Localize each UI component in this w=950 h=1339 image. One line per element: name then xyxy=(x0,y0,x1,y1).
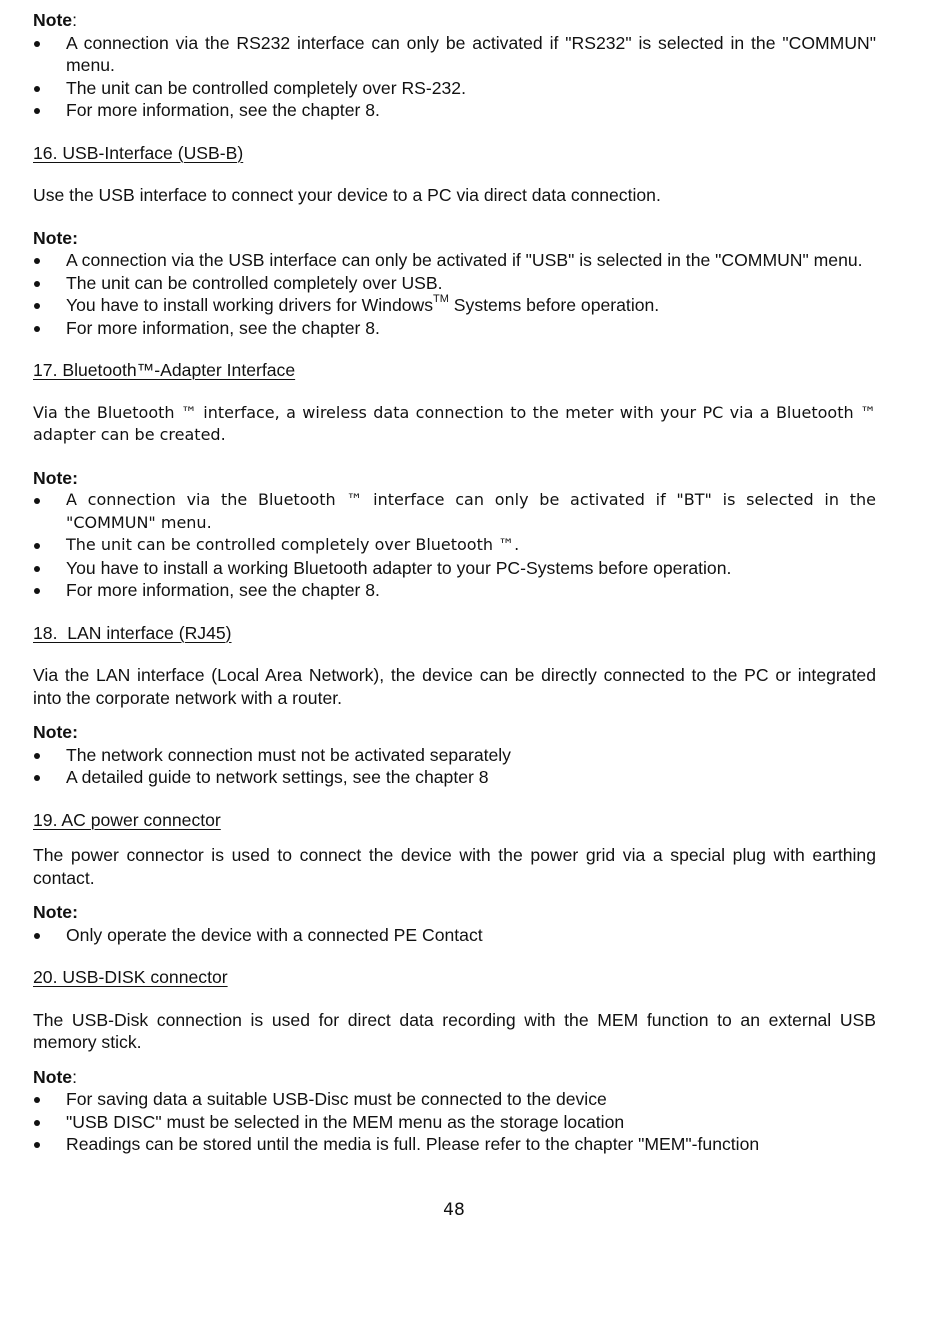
list-item-text: "USB DISC" must be selected in the MEM menu as the storage location xyxy=(66,1111,625,1132)
section-body: Use the USB interface to connect your device to a PC via direct data connection. xyxy=(33,185,661,205)
list-item-text: The unit can be controlled completely over RS-232. xyxy=(66,77,466,98)
bullet-icon xyxy=(34,281,40,287)
list-item xyxy=(33,1111,876,1134)
list-item-text: A detailed guide to network settings, see the chapter 8 xyxy=(66,767,489,787)
section-heading: 18. LAN interface (RJ45) xyxy=(33,622,232,643)
note-label: Note: xyxy=(33,227,78,248)
bullet-icon xyxy=(34,498,40,504)
page-number: 48 xyxy=(443,1200,465,1220)
note-list xyxy=(33,32,876,122)
list-item-text: For more information, see the chapter 8. xyxy=(66,580,380,600)
list-item-text: You have to install working drivers for Windows xyxy=(66,295,434,315)
list-item xyxy=(33,1088,876,1111)
list-item-text: For saving data a suitable USB-Disc must be connected to the device xyxy=(66,1089,607,1109)
list-item xyxy=(33,744,876,767)
manual-page xyxy=(33,9,876,1156)
trademark-superscript: TM xyxy=(433,293,449,306)
list-item-text: For more information, see the chapter 8. xyxy=(66,317,380,338)
list-item-text: The unit can be controlled completely over USB. xyxy=(66,272,443,293)
list-item-text: A connection via the RS232 interface can only be activated if "RS232" is selected in the "COMMUN" menu. xyxy=(66,32,876,75)
note-list xyxy=(33,249,876,339)
list-item xyxy=(33,249,876,272)
bullet-icon xyxy=(34,933,40,939)
list-item xyxy=(33,272,876,295)
note-label: Note xyxy=(33,10,73,30)
note-list xyxy=(33,1088,876,1156)
list-item-text: Only operate the device with a connected PE Contact xyxy=(66,924,483,945)
list-item-text: The unit can be controlled completely over Bluetooth ™. xyxy=(66,535,520,554)
section-body: Via the LAN interface (Local Area Network), the device can be directly connected to the PC or integrated into the corporate network with a router. xyxy=(33,665,876,708)
note-colon: : xyxy=(72,1066,77,1087)
list-item xyxy=(33,579,876,602)
list-item xyxy=(33,77,876,100)
section-heading: 17. Bluetooth™-Adapter Interface xyxy=(33,360,296,380)
list-item xyxy=(33,1133,876,1156)
list-item xyxy=(33,32,876,77)
list-item xyxy=(33,99,876,122)
note-label: Note: xyxy=(33,722,78,742)
note-label: Note: xyxy=(33,467,78,488)
list-item-text: The network connection must not be activated separately xyxy=(66,744,511,765)
bullet-icon xyxy=(34,303,40,309)
section-body: The USB-Disk connection is used for direct data recording with the MEM function to an external USB memory stick. xyxy=(33,1009,876,1052)
section-heading: 16. USB-Interface (USB-B) xyxy=(33,142,244,163)
bullet-icon xyxy=(34,326,40,332)
list-item-text: You have to install a working Bluetooth adapter to your PC-Systems before operation. xyxy=(66,557,732,578)
list-item xyxy=(33,557,876,580)
section-heading: 19. AC power connector xyxy=(33,809,221,830)
note-heading xyxy=(33,1066,876,1089)
bullet-icon xyxy=(34,41,40,47)
bullet-icon xyxy=(34,108,40,114)
list-item xyxy=(33,924,876,947)
bullet-icon xyxy=(34,86,40,92)
bullet-icon xyxy=(34,1120,40,1126)
list-item xyxy=(33,489,876,534)
bullet-icon xyxy=(34,566,40,572)
list-item xyxy=(33,317,876,340)
list-item xyxy=(33,766,876,789)
section-body: The power connector is used to connect the device with the power grid via a special plug with earthing contact. xyxy=(33,845,876,888)
bullet-icon xyxy=(34,1142,40,1148)
note-label: Note: xyxy=(33,902,78,922)
list-item-text: Readings can be stored until the media is full. Please refer to the chapter "MEM"-function xyxy=(66,1134,760,1154)
list-item-text: Systems before operation. xyxy=(448,295,660,315)
note-list xyxy=(33,924,876,947)
bullet-icon xyxy=(34,775,40,781)
list-item xyxy=(33,534,876,557)
list-item-text: A connection via the Bluetooth ™ interface can only be activated if "BT" is selected in the "COMMUN" menu. xyxy=(66,490,876,532)
bullet-icon xyxy=(34,1097,40,1103)
bullet-icon xyxy=(34,753,40,759)
bullet-icon xyxy=(34,543,40,549)
note-list xyxy=(33,744,876,789)
list-item xyxy=(33,294,876,317)
note-list xyxy=(33,489,876,602)
note-label: Note xyxy=(33,1066,73,1087)
section-body: Via the Bluetooth ™ interface, a wireless data connection to the meter with your PC via a Bluetooth ™ adapter can be created. xyxy=(33,402,876,444)
note-heading xyxy=(33,9,876,32)
section-heading: 20. USB-DISK connector xyxy=(33,967,228,987)
bullet-icon xyxy=(34,258,40,264)
list-item-text: For more information, see the chapter 8. xyxy=(66,100,380,120)
bullet-icon xyxy=(34,588,40,594)
list-item-text: A connection via the USB interface can only be activated if "USB" is selected in the "COMMUN" menu. xyxy=(66,250,863,270)
note-colon: : xyxy=(72,10,77,30)
